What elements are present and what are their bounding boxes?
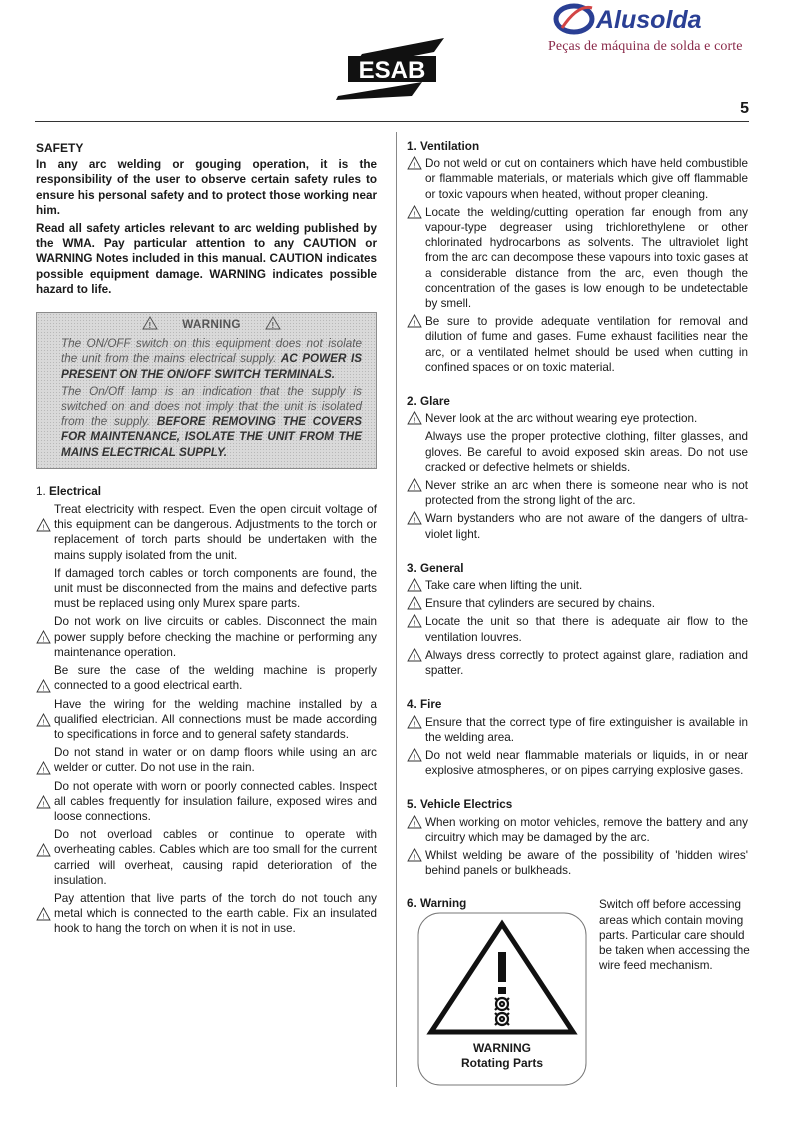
- list-item: If damaged torch cables or torch components are found, the unit must be disconnected from the mains and defective parts must be replaced using only Murex spare parts.: [54, 566, 377, 611]
- list-item: ! Warn bystanders who are not aware of the dangers of ultra-violet light.: [407, 511, 748, 541]
- right-column: [407, 139, 748, 1086]
- warning-paragraph-switch: The ON/OFF switch on this equipment does not isolate the unit from the mains electrical supply. AC POWER IS PRESENT ON THE ON/OFF SWITCH TERMINALS.: [61, 337, 362, 381]
- warning-icon: [36, 843, 51, 857]
- esab-logo-text: ESAB: [358, 57, 426, 84]
- safety-reading-note: Read all safety articles relevant to arc welding published by the WMA. Pay particular attention to any CAUTION or WARNING Notes included in this manual. CAUTION indicates possible equipment damage. WARNING indicates possible hazard to life.: [36, 222, 377, 296]
- exclamation-icon: [498, 952, 506, 982]
- svg-text:!: !: [413, 209, 416, 219]
- rotating-parts-section: [407, 896, 748, 1086]
- svg-text:!: !: [148, 321, 152, 331]
- svg-text:!: !: [413, 600, 416, 610]
- svg-text:!: !: [271, 321, 275, 331]
- rotating-parts-caption: WARNING Rotating Parts: [460, 1041, 543, 1071]
- mains-warning-box: [36, 312, 377, 469]
- warning-icon: [407, 596, 422, 610]
- warning-paragraph-lamp: The On/Off lamp is an indication that the supply is switched on and does not imply that the unit is isolated from the supply. BEFORE REMOVING THE COVERS FOR MAINTENANCE, ISOLATE THE UNIT FROM THE MAINS ELECTRICAL SUPPLY.: [61, 384, 362, 459]
- list-item: ! Do not operate with worn or poorly connected cables. Inspect all cables frequently for insulation failure, exposed wires and loose connections.: [36, 779, 377, 825]
- svg-text:!: !: [413, 852, 416, 862]
- warning-icon: [407, 205, 422, 219]
- warning-triangle-icon: [265, 316, 281, 330]
- list-item: ! Do not work on live circuits or cables. Disconnect the main power supply before checking the machine or performing any maintenance operation.: [36, 614, 377, 660]
- svg-text:!: !: [42, 634, 45, 644]
- warning-icon: [36, 630, 51, 644]
- section-electrical-title: 1. Electrical: [36, 484, 101, 498]
- warning-icon: [407, 314, 422, 328]
- warning-icon: [407, 411, 422, 425]
- brand-name: Alusolda: [596, 6, 702, 34]
- column-divider: [396, 132, 397, 1087]
- list-item: ! When working on motor vehicles, remove the battery and any circuitry which may be damaged by the arc.: [407, 815, 748, 845]
- header-divider: [35, 121, 749, 122]
- warning-icon: [407, 715, 422, 729]
- safety-heading: SAFETY: [36, 141, 84, 155]
- section-ventilation-title: 1. Ventilation: [407, 140, 480, 153]
- rotating-parts-text: Switch off before accessing areas which contain moving parts. Particular care should be taken when accessing the wire feed mechanism.: [599, 898, 750, 973]
- esab-logo: [336, 38, 446, 100]
- warning-icon: [407, 748, 422, 762]
- warning-icon: [36, 679, 51, 693]
- left-column: [36, 141, 377, 940]
- safety-intro: In any arc welding or gouging operation, it is the responsibility of the user to observe certain safety rules to ensure his personal safety and to protect those working near him.: [36, 158, 377, 217]
- list-item: ! Treat electricity with respect. Even the open circuit voltage of this equipment can be dangerous. Adjustments to the torch or replacement of torch parts should be undertaken with the mains supply isolated from the unit.: [36, 502, 377, 563]
- warning-icon: [407, 511, 422, 525]
- svg-text:!: !: [413, 652, 416, 662]
- page-number: 5: [740, 100, 749, 117]
- list-item: ! Ensure that cylinders are secured by chains.: [407, 596, 748, 611]
- svg-text:!: !: [413, 515, 416, 525]
- svg-text:!: !: [42, 683, 45, 693]
- list-item: ! Locate the welding/cutting operation far enough from any vapour-type degreaser using trichlorethylene or other chlorinated hydrocarbons as solvents. The ultraviolet light from the arc can decompose these vapours into toxic gases at a considerable distance from the arc, even though the concentration of the gases is low enough to be undetectable by smell.: [407, 205, 748, 311]
- list-item: ! Do not weld near flammable materials or liquids, in or near explosive atmospheres, or on pipes carrying explosive gases.: [407, 748, 748, 778]
- warning-icon: [407, 156, 422, 170]
- list-item: ! Never strike an arc when there is someone near who is not protected from the strong light of the arc.: [407, 478, 748, 508]
- warning-icon: [36, 907, 51, 921]
- svg-text:!: !: [413, 482, 416, 492]
- warning-icon: [36, 795, 51, 809]
- svg-text:!: !: [42, 799, 45, 809]
- section-general-title: 3. General: [407, 561, 464, 575]
- svg-text:!: !: [413, 582, 416, 592]
- list-item: ! Do not weld or cut on containers which have held combustible or flammable materials, or materials which give off flammable or toxic vapours when heated, without proper cleaning.: [407, 156, 748, 202]
- svg-text:!: !: [413, 160, 416, 170]
- warning-icon: [407, 815, 422, 829]
- warning-box-title: [61, 316, 362, 332]
- brand-tagline: Peças de máquina de solda e corte: [548, 39, 743, 54]
- svg-text:!: !: [42, 522, 45, 532]
- list-item: ! Ensure that the correct type of fire extinguisher is available in the welding area.: [407, 715, 748, 745]
- warning-icon: [407, 478, 422, 492]
- list-item: ! Be sure to provide adequate ventilation for removal and dilution of fume and gases. Fume exhaust facilities near the arc, or a ventilated helmet should be used when cutting in confined spaces or on toxic material.: [407, 314, 748, 375]
- list-item: ! Take care when lifting the unit.: [407, 578, 748, 593]
- svg-text:!: !: [413, 318, 416, 328]
- section-fire-title: 4. Fire: [407, 698, 442, 712]
- svg-text:!: !: [413, 415, 416, 425]
- list-item: ! Pay attention that live parts of the torch do not touch any metal which is connected to the earth cable. Fix an insulated hook to hang the torch on when it is not in use.: [36, 891, 377, 937]
- svg-text:!: !: [413, 618, 416, 628]
- svg-text:!: !: [413, 719, 416, 728]
- list-item: ! Never look at the arc without wearing eye protection.: [407, 411, 748, 426]
- warning-icon: [407, 648, 422, 662]
- section-vehicle-electrics-title: 5. Vehicle Electrics: [407, 798, 513, 812]
- warning-icon: [36, 761, 51, 775]
- svg-text:!: !: [42, 717, 45, 726]
- list-item: ! Locate the unit so that there is adequate air flow to the ventilation louvres.: [407, 614, 748, 644]
- list-item: ! Do not overload cables or continue to operate with overheating cables. Cables which are too small for the current carried will overheat, causing rapid deterioration of the insulation.: [36, 827, 377, 888]
- section-glare-title: 2. Glare: [407, 395, 450, 409]
- svg-text:!: !: [42, 911, 45, 921]
- svg-text:!: !: [413, 752, 416, 762]
- warning-icon: [407, 614, 422, 628]
- list-item: ! Whilst welding be aware of the possibility of 'hidden wires' behind panels or bulkheads.: [407, 848, 748, 878]
- warning-icon: [407, 578, 422, 592]
- list-item: ! Be sure the case of the welding machine is properly connected to a good electrical earth.: [36, 663, 377, 693]
- section-warning-title: 6. Warning: [407, 897, 467, 911]
- list-item: ! Do not stand in water or on damp floors while using an arc welder or cutter. Do not use in the rain.: [36, 745, 377, 775]
- svg-text:!: !: [413, 819, 416, 829]
- list-item: ! Have the wiring for the welding machine installed by a qualified electrician. All connections must be made according to specifications in force and to general safety standards.: [36, 697, 377, 743]
- electrical-list: [36, 502, 377, 936]
- warning-icon: [407, 848, 422, 862]
- list-item: ! Always dress correctly to protect against glare, radiation and spatter.: [407, 648, 748, 678]
- list-item: Always use the proper protective clothing, filter glasses, and gloves. Be careful to avoid exposed skin areas. Do not use cracked or defective helmets or shields.: [425, 430, 748, 474]
- svg-text:!: !: [42, 765, 45, 775]
- svg-text:!: !: [42, 847, 45, 857]
- warning-icon: [36, 518, 51, 532]
- alusolda-logo: [552, 2, 730, 36]
- warning-triangle-icon: [142, 316, 158, 330]
- warning-icon: [36, 713, 51, 727]
- warning-box-title-text: WARNING: [182, 318, 241, 332]
